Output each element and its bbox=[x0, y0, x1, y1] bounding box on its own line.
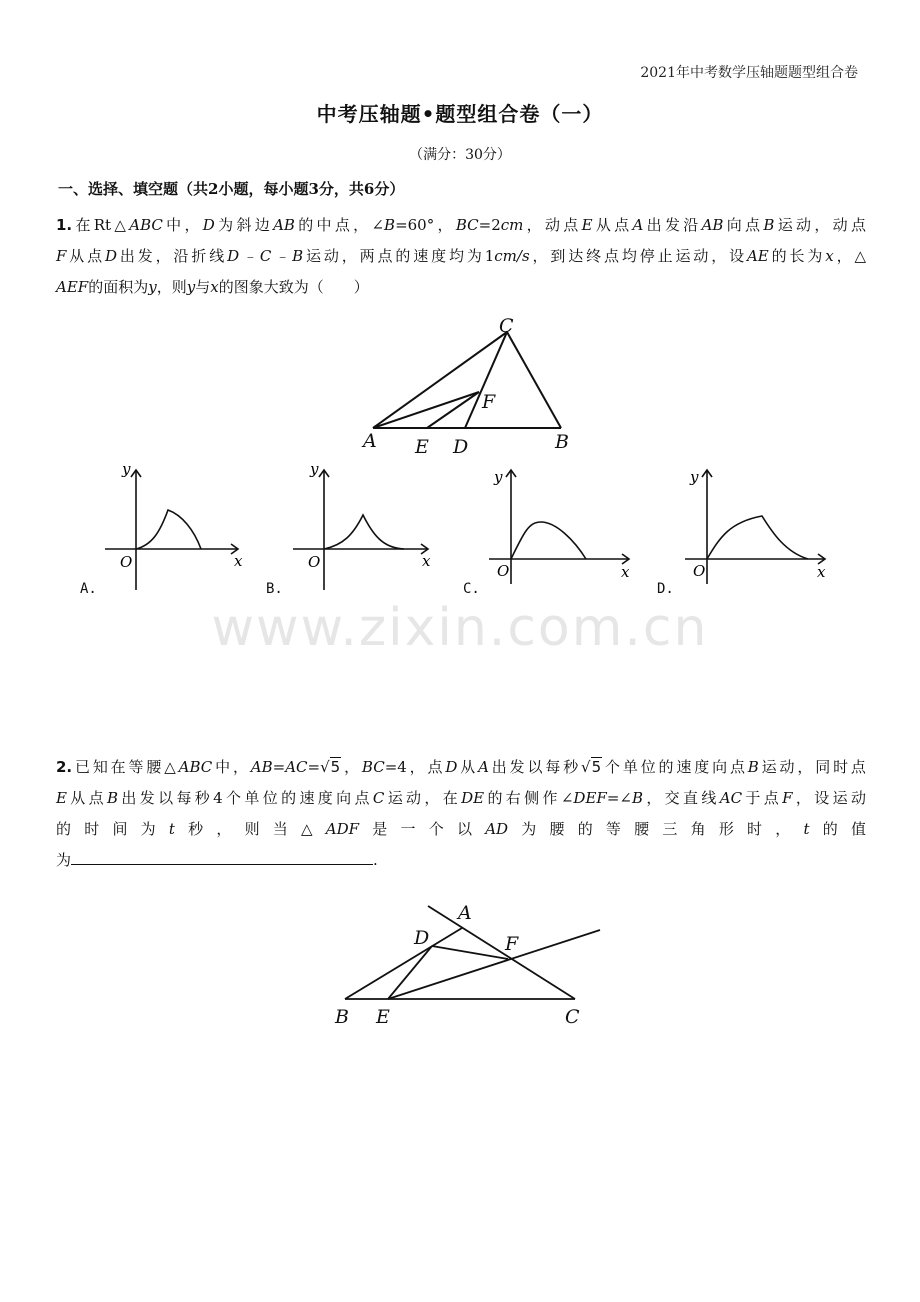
option-b-label[interactable]: B. bbox=[266, 581, 283, 597]
q2-line-2: E从点B出发以每秒4个单位的速度向点C运动，在DE的右侧作∠DEF=∠B，交直线AC于点F，设运动 bbox=[56, 789, 866, 807]
origin-label: O bbox=[497, 562, 510, 580]
segment-ef bbox=[427, 392, 479, 428]
question-1 bbox=[56, 210, 866, 303]
label-f: F bbox=[505, 933, 519, 955]
origin-label: O bbox=[308, 553, 321, 571]
x-axis-label: x bbox=[817, 563, 826, 581]
segment-cb bbox=[507, 332, 561, 428]
option-d-graph bbox=[680, 462, 830, 584]
q1-line-3: AEF的面积为y，则y与x的图象大致为（ ） bbox=[56, 278, 369, 296]
option-c-graph bbox=[484, 462, 634, 584]
page-title: 中考压轴题•题型组合卷（一） bbox=[316, 102, 604, 126]
answer-blank[interactable] bbox=[71, 846, 373, 865]
label-c: C bbox=[499, 315, 514, 337]
origin-label: O bbox=[120, 553, 133, 571]
segment-ba bbox=[345, 928, 462, 999]
origin-label: O bbox=[693, 562, 706, 580]
curve-c bbox=[511, 522, 586, 559]
segment-af bbox=[373, 392, 479, 428]
label-c: C bbox=[565, 1006, 580, 1028]
q1-line-1: 1.在Rt△ABC中，D为斜边AB的中点，∠B=60°，BC=2cm，动点E从点A出发沿AB向点B运动，动点 bbox=[56, 216, 866, 234]
curve-a bbox=[136, 510, 201, 549]
option-d-label[interactable]: D. bbox=[657, 581, 674, 597]
y-axis-label: y bbox=[310, 460, 319, 478]
x-axis-label: x bbox=[422, 552, 431, 570]
curve-d bbox=[707, 516, 808, 559]
option-c-label[interactable]: C. bbox=[463, 581, 480, 597]
q2-line-4: 为 . bbox=[56, 851, 378, 869]
option-a-label[interactable]: A. bbox=[80, 581, 97, 597]
score-note: （满分：30分） bbox=[409, 147, 511, 163]
label-b: B bbox=[335, 1006, 349, 1028]
option-a-graph bbox=[100, 460, 250, 590]
section-heading: 一、选择、填空题（共2小题，每小题3分，共6分） bbox=[58, 180, 405, 198]
sqrt-5: √5 bbox=[320, 758, 341, 776]
x-axis-label: x bbox=[621, 563, 630, 581]
label-d: D bbox=[453, 436, 469, 458]
line-ac bbox=[428, 906, 575, 999]
question-2 bbox=[56, 752, 866, 876]
y-axis-label: y bbox=[690, 468, 699, 486]
label-e: E bbox=[415, 436, 429, 458]
label-f: F bbox=[482, 391, 496, 413]
label-d: D bbox=[414, 927, 430, 949]
watermark: www.zixin.com.cn bbox=[211, 598, 709, 658]
label-e: E bbox=[376, 1006, 390, 1028]
label-a: A bbox=[458, 902, 472, 924]
sqrt-5-speed: √5 bbox=[581, 758, 602, 776]
segment-df bbox=[432, 946, 508, 959]
label-a: A bbox=[363, 430, 377, 452]
q2-triangle-figure bbox=[330, 898, 610, 1033]
q2-line-1: 2.已知在等腰△ABC中，AB=AC=√5，BC=4，点D从A出发以每秒√5个单位的速度向点B运动，同时点 bbox=[56, 758, 866, 776]
label-b: B bbox=[555, 431, 569, 453]
q1-line-2: F从点D出发，沿折线D﹣C﹣B运动，两点的速度均为1cm/s，到达终点均停止运动，设AE的长为x，△ bbox=[56, 247, 866, 265]
x-axis-label: x bbox=[234, 552, 243, 570]
y-axis-label: y bbox=[122, 460, 131, 478]
q1-triangle-figure bbox=[355, 312, 585, 462]
curve-b bbox=[324, 515, 404, 549]
y-axis-label: y bbox=[494, 468, 503, 486]
option-b-graph bbox=[288, 460, 438, 590]
q2-line-3: 的时间为t秒，则当△ADF是一个以AD为腰的等腰三角形时，t的值 bbox=[56, 820, 866, 838]
page-header: 2021年中考数学压轴题题型组合卷 bbox=[640, 65, 858, 81]
